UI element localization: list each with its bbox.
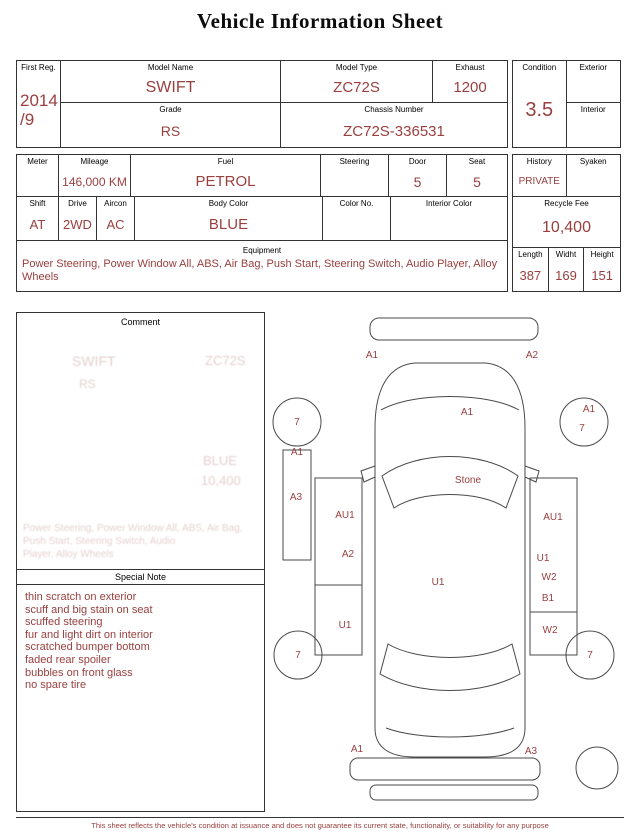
model-type-value: ZC72S <box>333 79 380 96</box>
interior-label: Interior <box>580 105 606 114</box>
grade-label: Grade <box>159 105 182 114</box>
footer-divider <box>16 817 624 818</box>
front-bumper-shape <box>370 318 538 340</box>
history-value: PRIVATE <box>518 176 560 187</box>
history-row <box>513 155 620 197</box>
vehicle-detail-table <box>16 154 508 292</box>
history-cell <box>513 155 567 197</box>
detail-row-2 <box>17 197 507 241</box>
vehicle-summary-table <box>16 60 508 148</box>
rear-bumper-shape <box>350 758 540 780</box>
car-outline-group <box>273 318 618 800</box>
interior-color-value <box>391 209 507 240</box>
diagram-damage-label: AU1 <box>335 510 355 521</box>
diagram-damage-label: A1 <box>365 350 379 361</box>
length-label: Length <box>518 250 543 259</box>
chassis-number-value: ZC72S-336531 <box>343 122 445 140</box>
diagram-damage-label: A2 <box>525 350 539 361</box>
vehicle-diagram-svg <box>268 308 636 808</box>
seat-label: Seat <box>468 157 486 166</box>
condition-table <box>512 60 621 148</box>
diagram-damage-label: A1 <box>290 447 304 458</box>
interior-cell <box>567 103 621 147</box>
left-mirror-shape <box>361 466 375 482</box>
diagram-damage-label: U1 <box>431 577 445 588</box>
history-table <box>512 154 621 292</box>
model-name-value: SWIFT <box>145 78 196 96</box>
grade-value: RS <box>160 123 181 139</box>
special-note-line: scuff and big stain on seat <box>25 603 153 616</box>
steering-value <box>321 167 388 196</box>
fuel-value: PETROL <box>195 173 256 190</box>
damage-labels-group <box>290 350 596 757</box>
special-note-line: no spare tire <box>25 679 87 692</box>
color-no-label: Color No. <box>339 199 374 208</box>
special-note-line: bubbles on front glass <box>25 666 133 679</box>
comment-ghost-line: Push Start, Steering Switch, Audio <box>23 536 176 547</box>
left-sill-panel <box>283 450 311 560</box>
equipment-value: Power Steering, Power Window All, ABS, Air Bag, Push Start, Steering Switch, Audio Player, Alloy Wheels <box>22 258 498 283</box>
page-title: Vehicle Information Sheet <box>196 9 444 33</box>
diagram-damage-label: 7 <box>579 423 585 434</box>
comment-ghost-line: SWIFT <box>72 353 116 369</box>
model-name-label: Model Name <box>147 63 194 72</box>
diagram-damage-label: A1 <box>582 404 596 415</box>
history-label: History <box>526 157 552 166</box>
mileage-cell <box>59 155 131 197</box>
diagram-damage-label: B1 <box>541 593 555 604</box>
fuel-cell <box>131 155 321 197</box>
first-reg-cell <box>17 61 61 147</box>
special-note-line: faded rear spoiler <box>25 653 111 666</box>
width-label: Widht <box>555 250 577 259</box>
shift-value: AT <box>29 217 46 232</box>
seat-value: 5 <box>473 173 481 190</box>
syaken-value <box>567 167 621 196</box>
recycle-fee-value: 10,400 <box>542 219 591 236</box>
exhaust-label: Exhaust <box>455 63 485 72</box>
equipment-label: Equipment <box>242 246 282 255</box>
body-color-cell <box>135 197 323 241</box>
model-type-label: Model Type <box>335 63 378 72</box>
special-note-line: scuffed steering <box>25 616 103 629</box>
diagram-damage-label: U1 <box>338 620 352 631</box>
diagram-damage-label: 7 <box>587 650 593 661</box>
recycle-fee-cell <box>513 197 620 248</box>
width-value: 169 <box>555 268 577 283</box>
windshield-shape <box>382 457 518 509</box>
diagram-damage-label: A2 <box>341 549 355 560</box>
dimensions-row <box>513 248 620 291</box>
comment-header: Comment <box>120 317 160 327</box>
shift-cell <box>17 197 59 241</box>
comment-box <box>16 312 265 812</box>
meter-label: Meter <box>27 157 48 166</box>
chassis-number-cell <box>281 103 507 147</box>
condition-value: 3.5 <box>525 98 554 121</box>
diagram-damage-label: Stone <box>454 475 482 486</box>
aircon-cell <box>97 197 135 241</box>
diagram-damage-label: A1 <box>460 407 474 418</box>
comment-ghost-line: RS <box>79 377 96 391</box>
aircon-value: AC <box>106 217 125 232</box>
diagram-damage-label: W2 <box>541 572 557 583</box>
special-note-line: thin scratch on exterior <box>25 591 137 603</box>
steering-label: Steering <box>339 157 370 166</box>
mileage-value: 146,000 KM <box>62 174 127 189</box>
comment-ghost-line: ZC72S <box>205 353 246 368</box>
body-color-value: BLUE <box>208 216 249 233</box>
mileage-label: Mileage <box>80 157 109 166</box>
comment-ghost-line: BLUE <box>203 453 237 468</box>
comment-ghost-layer <box>17 331 264 569</box>
steering-cell <box>321 155 389 197</box>
diagram-damage-label: A3 <box>289 492 303 503</box>
special-note-line: fur and light dirt on interior <box>25 628 153 641</box>
condition-label: Condition <box>522 63 557 72</box>
model-name-cell <box>61 61 281 103</box>
diagram-damage-label: A1 <box>350 744 364 755</box>
body-color-label: Body Color <box>208 199 249 208</box>
footer-disclaimer: This sheet reflects the vehicle's condition at issuance and does not guarantee its current state, functionality, or suitability for any purpose <box>91 821 549 830</box>
hood-line <box>381 397 519 411</box>
diagram-damage-label: 7 <box>294 417 300 428</box>
exterior-value <box>567 73 621 102</box>
diagram-damage-label: A3 <box>524 746 538 757</box>
exhaust-value: 1200 <box>453 79 487 96</box>
chassis-number-label: Chassis Number <box>364 105 424 114</box>
meter-cell <box>17 155 59 197</box>
color-no-value <box>323 209 390 240</box>
length-cell <box>513 248 549 291</box>
condition-cell <box>513 61 567 147</box>
shift-label: Shift <box>29 199 46 208</box>
interior-color-label: Interior Color <box>425 199 473 208</box>
recycle-fee-label: Recycle Fee <box>544 199 589 208</box>
first-reg-year: 2014 <box>20 91 58 110</box>
vehicle-damage-diagram <box>268 308 636 808</box>
color-no-cell <box>323 197 391 241</box>
first-reg-label: First Reg. <box>21 63 56 72</box>
diagram-damage-label: W2 <box>542 625 558 636</box>
right-mirror-shape <box>525 466 539 482</box>
seat-cell <box>447 155 507 197</box>
detail-row-1 <box>17 155 507 197</box>
special-note-line: scratched bumper bottom <box>25 641 150 654</box>
comment-ghost-line: Power Steering, Power Window All, ABS, Air Bag, <box>23 523 243 534</box>
diagram-damage-label: U1 <box>536 553 550 564</box>
fuel-label: Fuel <box>217 157 234 166</box>
exterior-label: Exterior <box>579 63 608 72</box>
grade-cell <box>61 103 281 147</box>
rear-window-shape <box>380 644 520 691</box>
trunk-line <box>386 728 514 737</box>
height-cell <box>584 248 620 291</box>
special-note-header: Special Note <box>17 569 264 585</box>
spare-wheel-circle <box>576 747 618 789</box>
equipment-header <box>17 241 507 256</box>
drive-cell <box>59 197 97 241</box>
first-reg-value <box>17 73 60 147</box>
meter-value <box>17 167 58 196</box>
comment-ghost-line: Player, Alloy Wheels <box>23 549 114 560</box>
length-value: 387 <box>519 268 542 283</box>
door-cell <box>389 155 447 197</box>
height-value: 151 <box>591 268 614 283</box>
rear-lower-panel <box>370 785 538 800</box>
door-value: 5 <box>413 173 422 190</box>
drive-value: 2WD <box>63 217 92 232</box>
door-label: Door <box>408 157 427 166</box>
comment-ghost-line: 10,400 <box>201 473 241 488</box>
syaken-label: Syaken <box>579 157 607 166</box>
interior-value <box>567 115 621 147</box>
diagram-damage-label: AU1 <box>543 512 563 523</box>
first-reg-month: /9 <box>20 110 35 129</box>
width-cell <box>549 248 585 291</box>
interior-color-cell <box>391 197 507 241</box>
aircon-label: Aircon <box>104 199 127 208</box>
exhaust-cell <box>433 61 507 103</box>
car-body-shape <box>375 363 525 757</box>
syaken-cell <box>567 155 621 197</box>
special-notes-list <box>17 585 264 811</box>
drive-label: Drive <box>68 199 87 208</box>
height-label: Height <box>590 250 614 259</box>
model-type-cell <box>281 61 433 103</box>
diagram-damage-label: 7 <box>295 650 301 661</box>
exterior-cell <box>567 61 621 103</box>
